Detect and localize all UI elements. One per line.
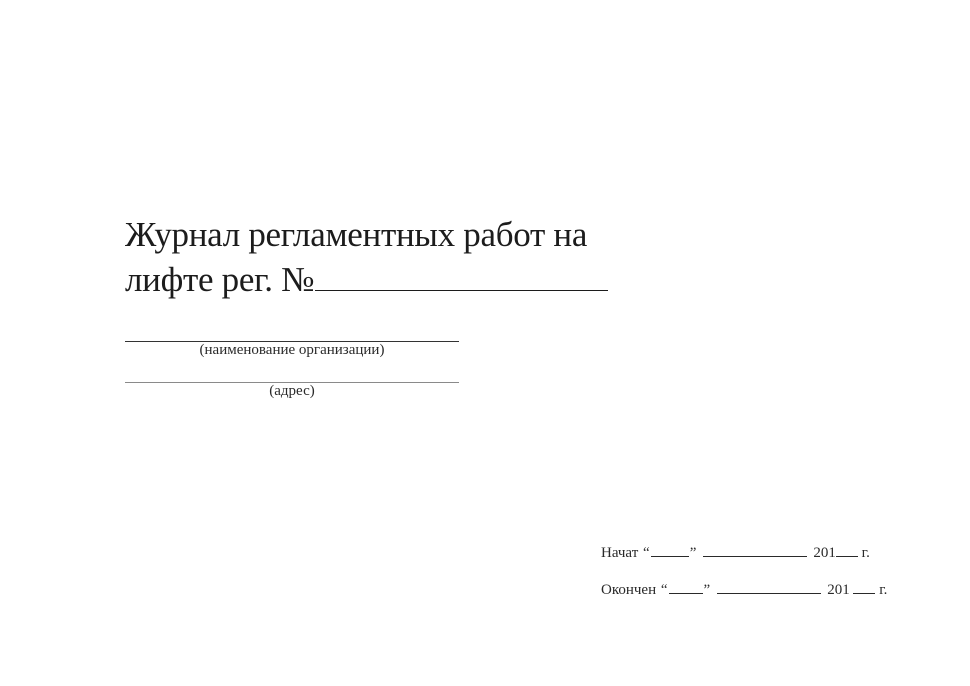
open-quote: “ [643, 545, 650, 561]
started-year-prefix: 201 [813, 545, 836, 561]
ended-day-blank[interactable] [669, 580, 703, 594]
ended-label: Окончен [601, 582, 657, 598]
title-line-1: Журнал регламентных работ на [125, 215, 588, 254]
started-date-row [601, 543, 870, 563]
started-year-blank[interactable] [836, 543, 858, 557]
ended-month-blank[interactable] [717, 580, 821, 594]
title-line-2 [125, 257, 685, 302]
ended-year-prefix: 201 [827, 582, 850, 598]
close-quote: ” [703, 582, 711, 598]
organization-caption: (наименование организации) [199, 342, 385, 358]
started-label: Начат [601, 545, 639, 561]
started-month-blank[interactable] [703, 543, 807, 557]
organization-field [125, 341, 459, 359]
started-day-blank[interactable] [651, 543, 689, 557]
started-year-suffix: г. [861, 545, 870, 561]
address-field [125, 382, 459, 400]
reg-number-blank[interactable] [315, 264, 608, 291]
address-caption: (адрес) [269, 383, 315, 399]
close-quote: ” [689, 545, 697, 561]
open-quote: “ [660, 582, 668, 598]
ended-year-blank[interactable] [853, 580, 875, 594]
ended-year-suffix: г. [879, 582, 888, 598]
ended-date-row [601, 580, 887, 600]
journal-title [125, 212, 685, 302]
title-reg-prefix: лифте рег. № [125, 260, 315, 299]
